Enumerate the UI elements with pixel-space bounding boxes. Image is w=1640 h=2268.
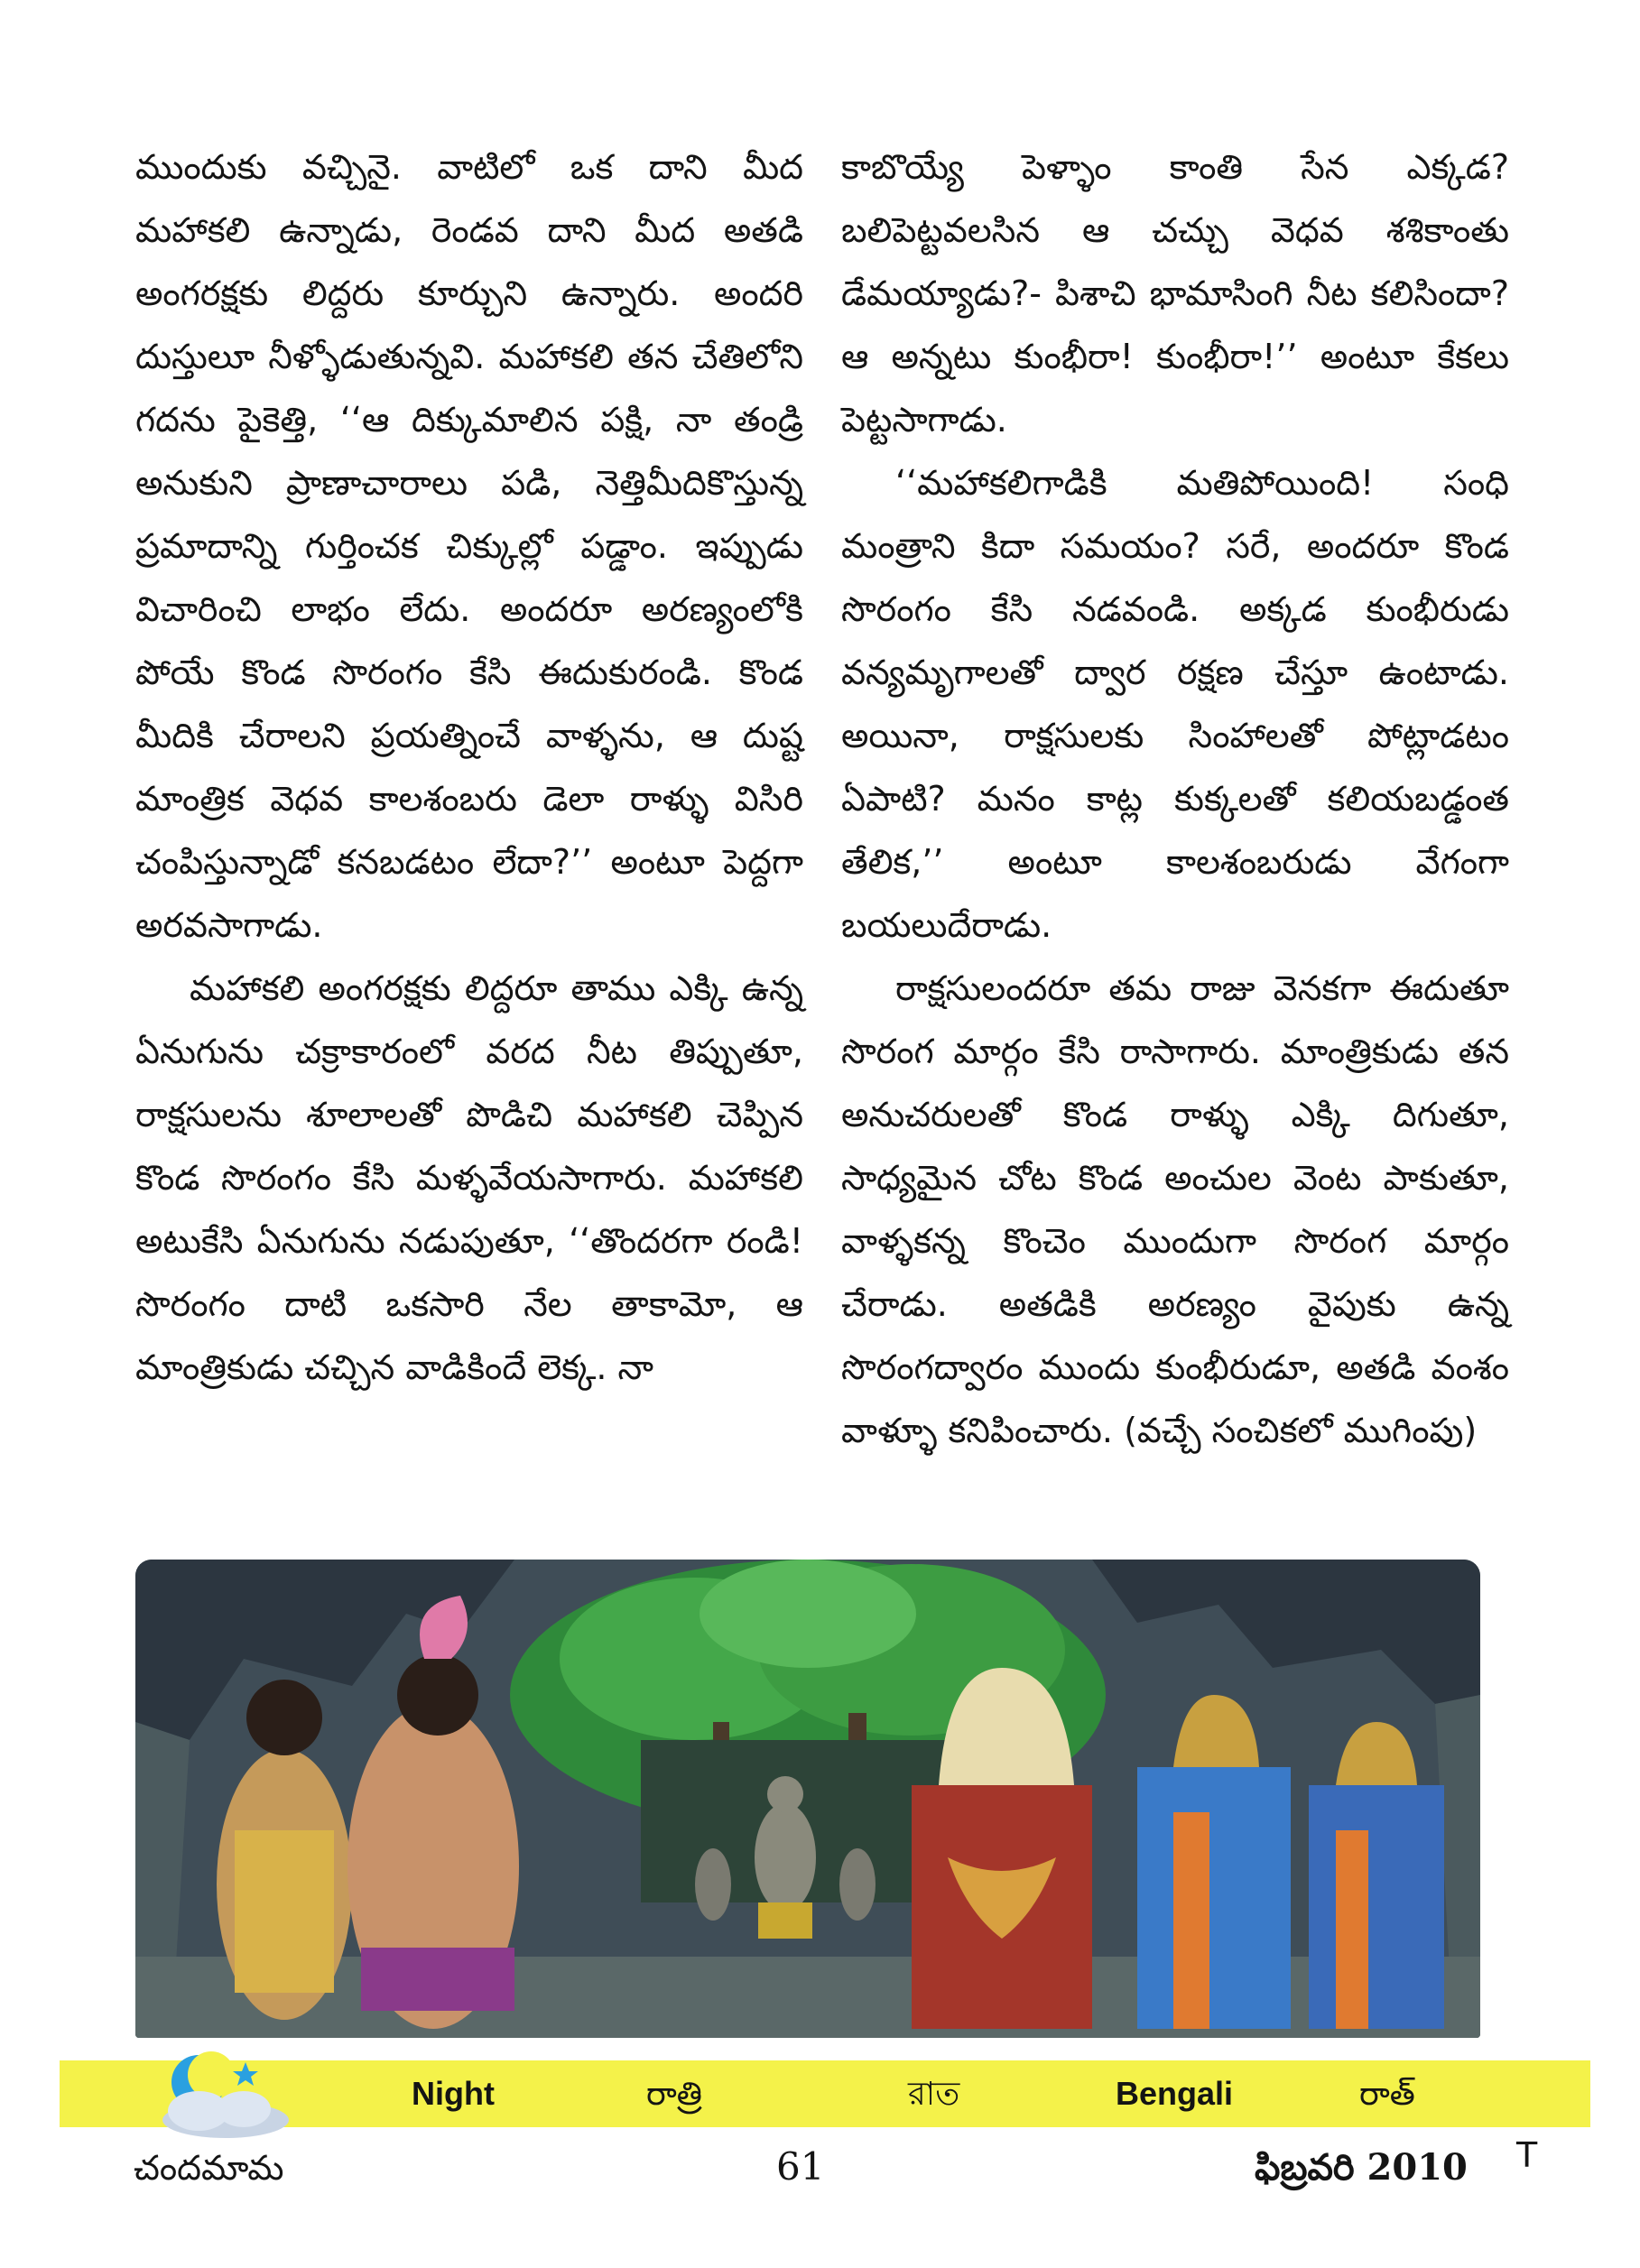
transliteration-word: రాత్ — [1359, 2075, 1415, 2112]
issue-date: ఫిబ్రవరి 2010 — [1255, 2146, 1468, 2189]
page-number: 61 — [776, 2144, 825, 2189]
paragraph: ముందుకు వచ్చినై. వాటిలో ఒక దాని మీద మహాకలి ఉన్నాడు, రెండవ దాని మీద అతడి అంగరక్షకు లిద్దరు కూర్చుని ఉన్నారు. అందరి దుస్తులూ నీళ్ళోడుతున్నవి. మహాకలి తన చేతిలోని గదను పైకెత్తి, ‘‘ఆ దిక్కుమాలిన పక్షి, నా తండ్రి అనుకుని ప్రాణాచారాలు పడి, నెత్తిమీదికొస్తున్న ప్రమాదాన్ని గుర్తించక చిక్కుల్లో పడ్డాం. ఇప్పుడు విచారించి లాభం లేదు. అందరూ అరణ్యంలోకి పోయే కొండ సొరంగం కేసి ఈదుకురండి. కొండ మీదికి చేరాలని ప్రయత్నించే వాళ్ళను, ఆ దుష్ట మాంత్రిక వెధవ కాలశంబరు డెలా రాళ్ళు విసిరి చంపిస్తున్నాడో కనబడటం లేదా?’’ అంటూ పెద్దగా అరవసాగాడు. — [135, 147, 803, 945]
moon-cloud-icon — [144, 2044, 298, 2143]
paragraph: మహాకలి అంగరక్షకు లిద్దరూ తాము ఎక్కి ఉన్న ఏనుగును చక్రాకారంలో వరద నీట తిప్పుతూ, రాక్షసులను శూలాలతో పొడిచి మహాకలి చెప్పిన కొండ సొరంగం కేసి మళ్ళవేయసాగారు. మహాకలి అటుకేసి ఏనుగును నడుపుతూ, ‘‘తొందరగా రండి! సొరంగం దాటి ఒకసారి నేల తాకామో, ఆ మాంత్రికుడు చచ్చిన వాడికిందే లెక్క. నా — [135, 968, 803, 1387]
right-text-column — [841, 135, 1509, 1462]
illustration-drawing — [135, 1560, 1480, 2038]
story-illustration — [135, 1560, 1480, 2038]
corner-mark: T — [1516, 2135, 1538, 2175]
paragraph: ‘‘మహాకలిగాడికి మతిపోయింది! సంధి మంత్రాని కిదా సమయం? సరే, అందరూ కొండ సొరంగం కేసి నడవండి. అక్కడ కుంభీరుడు వన్యమృగాలతో ద్వార రక్షణ చేస్తూ ఉంటాడు. అయినా, రాక్షసులకు సింహాలతో పోట్లాడటం ఏపాటి? మనం కాట్ల కుక్కలతో కలియబడ్డంత తేలిక,’’ అంటూ కాలశంబరుడు వేగంగా బయలుదేరాడు. — [841, 463, 1509, 945]
paragraph: రాక్షసులందరూ తమ రాజు వెనకగా ఈదుతూ సొరంగ మార్గం కేసి రాసాగారు. మాంత్రికుడు తన అనుచరులతో కొండ రాళ్ళు ఎక్కి దిగుతూ, సాధ్యమైన చోట కొండ అంచుల వెంట పాకుతూ, వాళ్ళకన్న కొంచెం ముందుగా సొరంగ మార్గం చేరాడు. అతడికి అరణ్యం వైపుకు ఉన్న సొరంగద్వారం ముందు కుంభీరుడూ, అతడి వంశం వాళ్ళూ కనిపించారు. (వచ్చే సంచికలో ముగింపు) — [841, 968, 1509, 1450]
magazine-name: చందమామ — [134, 2148, 284, 2188]
bengali-script-word: রাত — [908, 2075, 960, 2112]
left-text-column — [135, 135, 803, 1399]
english-word: Night — [412, 2075, 495, 2112]
language-name: Bengali — [1116, 2075, 1234, 2112]
paragraph: కాబొయ్యే పెళ్ళాం కాంతి సేన ఎక్కడ? బలిపెట్టవలసిన ఆ చచ్చు వెధవ శశికాంతు డేమయ్యాడు?- పిశాచి భామాసింగి నీట కలిసిందా? ఆ అన్నటు కుంభీరా! కుంభీరా!’’ అంటూ కేకలు పెట్టసాగాడు. — [841, 147, 1509, 440]
telugu-word: రాత్రి — [646, 2075, 702, 2112]
